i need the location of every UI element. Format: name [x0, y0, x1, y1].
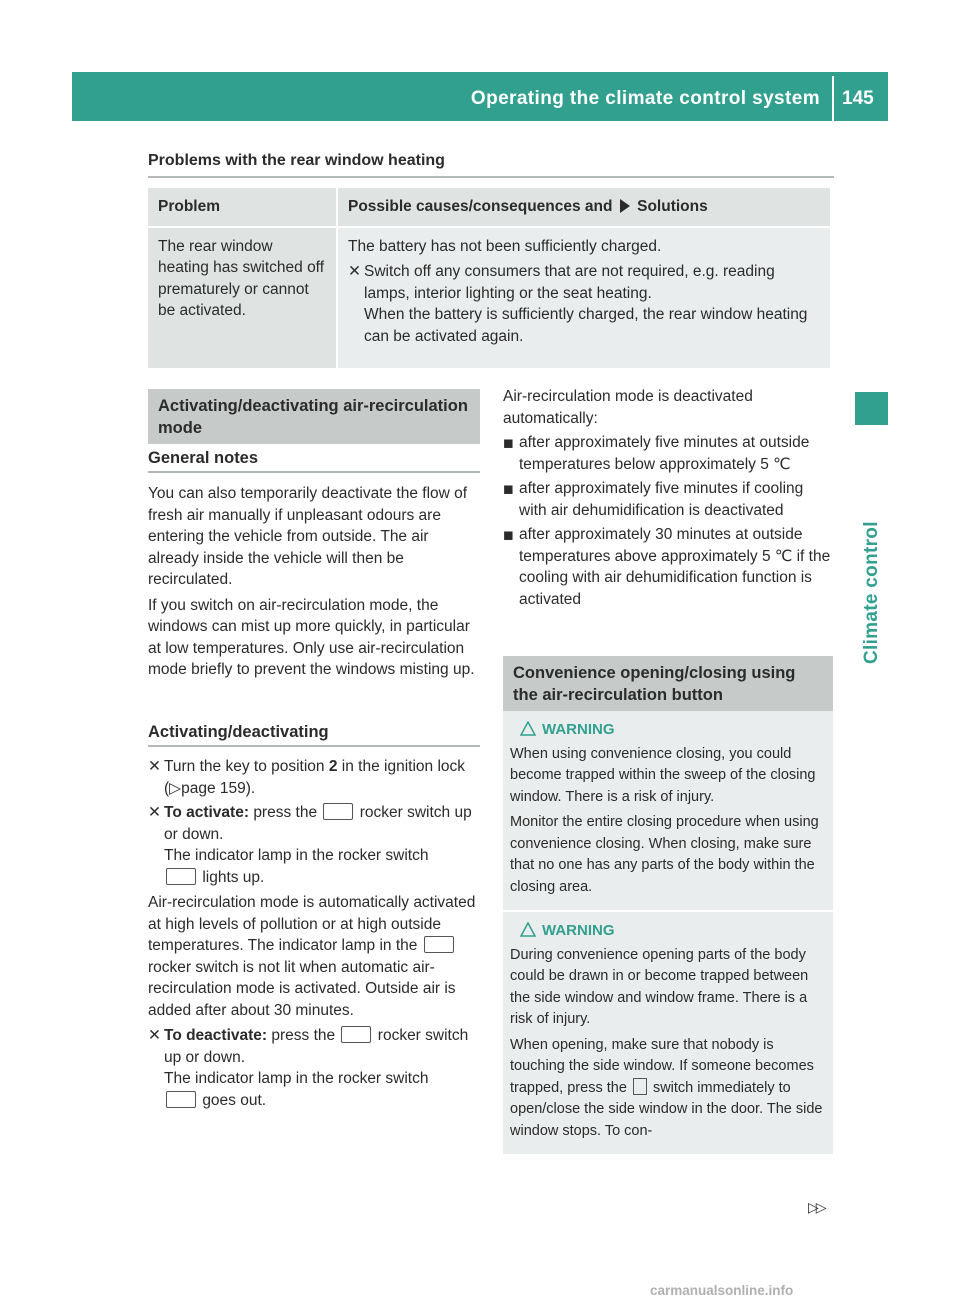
auto-deactivation-section [503, 386, 835, 613]
header-divider [832, 76, 834, 121]
bullet-icon: ◼ [503, 435, 514, 450]
instruction-step: ✕ Turn the key to position 2 in the ignition lock (▷page 159). [148, 758, 466, 797]
general-notes-heading: General notes [148, 449, 259, 467]
warning-title: WARNING [510, 719, 828, 741]
activating-heading: Activating/deactivating [148, 723, 329, 741]
instruction-step: ✕ To deactivate: press the rocker switch up or down. The indicator lamp in the rocker switch goes out. [148, 1027, 469, 1109]
solution-cell [338, 228, 830, 368]
paragraph: If you switch on air-recirculation mode, the windows can mist up more quickly, in particular at low temperatures. Only use air-recirculation mode briefly to prevent the windows misting up. [148, 596, 475, 678]
recirculation-car-icon [341, 1026, 371, 1043]
air-recirc-heading: Activating/deactivating air-recirculation mode [148, 389, 480, 444]
warning-box [503, 711, 833, 910]
table-header-row [148, 188, 830, 226]
step-marker-icon: ✕ [148, 804, 161, 821]
cause-text: The battery has not been sufficiently charged. [348, 237, 662, 255]
recirculation-car-icon [166, 868, 196, 885]
problems-section-title: Problems with the rear window heating [148, 152, 445, 169]
list-item: ◼ after approximately 30 minutes at outside temperatures above approximately 5 ℃ if the cooling with air dehumidification function is activated [503, 526, 831, 608]
warning-triangle-icon [520, 922, 536, 937]
bullet-icon: ◼ [503, 527, 514, 542]
action-arrow-icon [620, 199, 630, 213]
page-header-title: Operating the climate control system [470, 88, 820, 109]
recirculation-car-icon [323, 803, 353, 820]
paragraph: During convenience opening parts of the body could be drawn in or become trapped between the side window and window frame. There is a risk of injury. [510, 946, 809, 1027]
section-rule [148, 176, 834, 178]
paragraph: When opening, make sure that nobody is touching the side window. If someone becomes trapped, press the switch immediately to open/close the side window in the door. The side window stops. To con- [510, 1036, 823, 1139]
list-item: ◼ after approximately five minutes if cooling with air dehumidification is deactivated [503, 480, 804, 519]
general-notes-body [148, 483, 482, 685]
warning-box [503, 912, 833, 1154]
section-rule [148, 471, 480, 473]
step-marker-icon: ✕ [148, 1027, 161, 1044]
header-bar [72, 72, 888, 121]
recirculation-car-icon [424, 936, 454, 953]
page-ref-triangle-icon: ▷ [169, 779, 182, 797]
chapter-tab-label: Climate control [860, 521, 882, 664]
problems-table [146, 188, 832, 368]
table-row [148, 228, 830, 368]
paragraph: When using convenience closing, you could become trapped within the sweep of the closing window. There is a risk of injury. [510, 745, 816, 805]
paragraph: You can also temporarily deactivate the flow of fresh air manually if unpleasant odours are entering the vehicle from outside. The air already inside the vehicle will then be recirculated. [148, 485, 468, 588]
page-number: 145 [842, 88, 874, 109]
continued-marker-icon: ▷▷ [808, 1199, 824, 1215]
paragraph: Monitor the entire closing procedure when using convenience closing. When closing, make sure that no one has any parts of the body within the closing area. [510, 814, 819, 895]
problem-cell: The rear window heating has switched off prematurely or cannot be activated. [148, 228, 336, 368]
step-marker-icon: ✕ [148, 758, 161, 775]
recirculation-car-icon [166, 1091, 196, 1108]
warning-triangle-icon [520, 721, 536, 736]
warning-title: WARNING [510, 920, 828, 942]
convenience-heading: Convenience opening/closing using the air-recirculation button [503, 656, 833, 711]
step-marker-icon: ✕ [348, 263, 361, 280]
instruction-step: ✕ To activate: press the rocker switch up or down. The indicator lamp in the rocker switch lights up. [148, 804, 472, 886]
footer-watermark: carmanualsonline.info [650, 1283, 794, 1298]
activating-body [148, 756, 482, 1111]
bullet-icon: ◼ [503, 481, 514, 496]
window-switch-icon [633, 1078, 647, 1095]
chapter-tab-marker [855, 392, 888, 425]
list-item: ◼ after approximately five minutes at outside temperatures below approximately 5 ℃ [503, 434, 810, 473]
column-header-problem: Problem [148, 188, 336, 226]
paragraph: Air-recirculation mode is deactivated automatically: [503, 388, 753, 427]
paragraph: Air-recirculation mode is automatically activated at high levels of pollution or at high outside temperatures. The indicator lamp in the rocker switch is not lit when automatic air-recirculation mode is activated. Outside air is added after about 30 minutes. [148, 894, 476, 1019]
section-rule [148, 745, 480, 747]
solution-step: ✕ Switch off any consumers that are not required, e.g. reading lamps, interior lighting or the seat heating. When the battery is sufficiently charged, the rear window heating can be activated again. [348, 263, 808, 345]
column-header-solutions: Possible causes/consequences and Solutions [338, 188, 830, 226]
